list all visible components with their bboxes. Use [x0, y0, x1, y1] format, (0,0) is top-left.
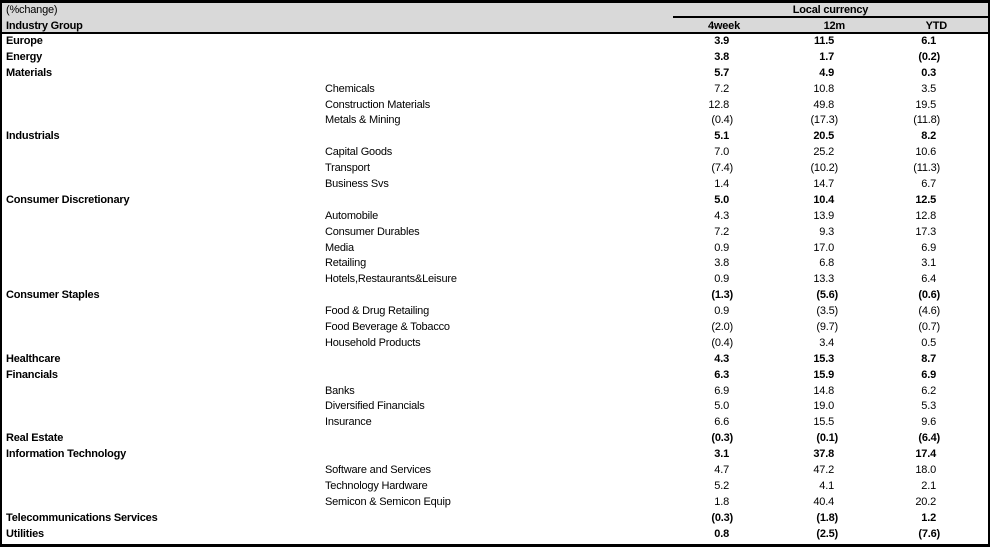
value-4week: 4.3: [714, 209, 729, 222]
value-ytd: 6.7: [921, 178, 936, 191]
sub-industry-cell: Capital Goods: [325, 146, 393, 159]
value-12m: 14.7: [813, 178, 834, 191]
value-12m: 15.3: [813, 352, 834, 365]
table-header-row-1: [2, 3, 988, 18]
column-header-ytd: YTD: [925, 20, 947, 32]
industry-group-cell: Utilities: [6, 527, 44, 540]
value-12m: 11.5: [813, 35, 834, 47]
industry-group-cell: Energy: [6, 50, 43, 63]
table-row: [2, 98, 988, 114]
value-ytd: 17.4: [915, 448, 936, 461]
table-row: [2, 431, 988, 447]
sub-industry-cell: Software and Services: [325, 464, 431, 477]
value-ytd: 19.5: [915, 98, 936, 111]
value-12m: 37.8: [813, 448, 834, 461]
table-row: [2, 320, 988, 336]
value-4week: 3.9: [714, 35, 729, 47]
value-4week: 0.9: [714, 241, 729, 254]
industry-group-cell: [2, 415, 325, 431]
industry-group-cell: Industrials: [6, 130, 60, 143]
industry-group-column-header: Industry Group: [6, 20, 83, 32]
table-row: [2, 193, 988, 209]
value-4week: 4.7: [714, 464, 729, 477]
sub-industry-cell: Consumer Durables: [325, 225, 420, 238]
sub-industry-cell: Food & Drug Retailing: [325, 305, 430, 318]
table-row: [2, 225, 988, 241]
value-4week: 4.3: [714, 352, 729, 365]
value-4week: 1.4: [714, 178, 729, 191]
value-12m: 10.4: [813, 193, 834, 206]
sub-industry-cell: Household Products: [325, 336, 421, 349]
table-row: [2, 161, 988, 177]
table-row: [2, 479, 988, 495]
table-row: [2, 82, 988, 98]
value-ytd: 9.6: [921, 416, 936, 429]
industry-group-cell: [2, 336, 325, 352]
industry-group-cell: [2, 256, 325, 272]
industry-group-cell: [2, 399, 325, 415]
sub-industry-cell: [325, 447, 555, 463]
sub-industry-cell: Automobile: [325, 209, 379, 222]
value-12m: (10.2): [810, 162, 838, 175]
sub-industry-cell: [325, 368, 555, 384]
sub-industry-cell: Technology Hardware: [325, 479, 428, 492]
table-header-row-2: [2, 18, 988, 34]
sub-industry-cell: [325, 352, 555, 368]
sub-industry-cell: [325, 34, 555, 50]
table-row: [2, 129, 988, 145]
value-ytd: (0.2): [918, 50, 940, 63]
table-row: [2, 399, 988, 415]
column-header-12m: 12m: [823, 20, 845, 32]
value-4week: 12.8: [708, 98, 729, 111]
sub-industry-cell: Banks: [325, 384, 355, 397]
value-12m: 9.3: [819, 225, 834, 238]
value-4week: 3.8: [714, 50, 729, 63]
table-row: [2, 209, 988, 225]
industry-group-cell: [2, 98, 325, 114]
percent-change-label: (%change): [6, 4, 58, 16]
value-4week: 6.3: [714, 368, 729, 381]
value-4week: 7.2: [714, 225, 729, 238]
value-ytd: 18.0: [915, 464, 936, 477]
column-header-4week: 4week: [707, 20, 740, 32]
value-4week: 3.8: [714, 257, 729, 270]
industry-group-cell: [2, 145, 325, 161]
table-row: [2, 511, 988, 527]
value-4week: 5.0: [714, 193, 729, 206]
value-12m: 17.0: [813, 241, 834, 254]
table-row: [2, 272, 988, 288]
industry-group-cell: Real Estate: [6, 432, 64, 445]
sub-industry-cell: [325, 66, 555, 82]
table-row: [2, 113, 988, 129]
table-row: [2, 66, 988, 82]
value-12m: (5.6): [816, 289, 838, 302]
table-row: [2, 463, 988, 479]
value-ytd: (7.6): [918, 527, 940, 540]
industry-group-cell: [2, 463, 325, 479]
value-ytd: 8.7: [921, 352, 936, 365]
value-4week: (0.4): [711, 114, 733, 127]
value-ytd: (6.4): [918, 432, 940, 445]
value-4week: 7.2: [714, 82, 729, 95]
value-12m: 20.5: [813, 130, 834, 143]
sub-industry-column-spacer: [325, 18, 555, 34]
sub-industry-cell: Chemicals: [325, 82, 375, 95]
table-row: [2, 415, 988, 431]
value-ytd: 6.2: [921, 384, 936, 397]
value-4week: 6.6: [714, 416, 729, 429]
value-ytd: 5.3: [921, 400, 936, 413]
industry-group-cell: [2, 304, 325, 320]
value-ytd: 6.9: [921, 368, 936, 381]
industry-group-cell: [2, 320, 325, 336]
value-12m: 10.8: [813, 82, 834, 95]
sub-industry-cell: [325, 193, 555, 209]
value-ytd: 6.9: [921, 241, 936, 254]
table-row: [2, 288, 988, 304]
value-12m: 47.2: [813, 464, 834, 477]
value-4week: (0.4): [711, 336, 733, 349]
sub-industry-cell: Transport: [325, 162, 370, 175]
value-ytd: (0.7): [918, 321, 940, 334]
sub-industry-cell: Business Svs: [325, 178, 389, 191]
value-12m: 4.9: [819, 66, 834, 79]
sub-industry-cell: [325, 288, 555, 304]
value-4week: (2.0): [711, 321, 733, 334]
table-row: [2, 352, 988, 368]
industry-group-cell: Europe: [6, 35, 43, 47]
sub-industry-cell: [325, 129, 555, 145]
table-row: [2, 336, 988, 352]
industry-group-cell: Materials: [6, 66, 52, 79]
value-ytd: 6.1: [921, 35, 936, 47]
value-12m: (1.8): [816, 511, 838, 524]
industry-group-cell: [2, 272, 325, 288]
value-12m: 25.2: [813, 146, 834, 159]
value-12m: (3.5): [816, 305, 838, 318]
value-4week: 1.8: [714, 495, 729, 508]
sub-industry-cell: Food Beverage & Tobacco: [325, 321, 450, 334]
value-ytd: 20.2: [915, 495, 936, 508]
value-12m: 19.0: [813, 400, 834, 413]
value-12m: 15.5: [813, 416, 834, 429]
value-4week: 0.8: [714, 527, 729, 540]
value-12m: 1.7: [819, 50, 834, 63]
value-ytd: 2.1: [921, 479, 936, 492]
table-row: [2, 495, 988, 511]
sub-industry-cell: Diversified Financials: [325, 400, 425, 413]
value-4week: (0.3): [711, 432, 733, 445]
value-ytd: 12.5: [915, 193, 936, 206]
value-12m: (17.3): [810, 114, 838, 127]
value-12m: 13.3: [813, 273, 834, 286]
value-ytd: 8.2: [921, 130, 936, 143]
value-12m: 3.4: [819, 336, 834, 349]
value-4week: (0.3): [711, 511, 733, 524]
sub-industry-cell: Insurance: [325, 416, 372, 429]
sub-industry-cell: Construction Materials: [325, 98, 431, 111]
value-ytd: 0.5: [921, 336, 936, 349]
value-ytd: 1.2: [921, 511, 936, 524]
table-row: [2, 368, 988, 384]
table-body: [2, 34, 988, 543]
sub-industry-cell: [325, 511, 555, 527]
industry-group-cell: [2, 495, 325, 511]
value-12m: (2.5): [816, 527, 838, 540]
value-12m: 15.9: [813, 368, 834, 381]
sub-industry-cell: [325, 527, 555, 543]
industry-group-cell: [2, 479, 325, 495]
value-12m: 4.1: [819, 479, 834, 492]
industry-group-cell: [2, 241, 325, 257]
value-ytd: (11.8): [913, 114, 940, 127]
table-row: [2, 177, 988, 193]
value-4week: 5.0: [714, 400, 729, 413]
industry-group-cell: [2, 225, 325, 241]
value-12m: 14.8: [813, 384, 834, 397]
value-12m: (0.1): [816, 432, 838, 445]
value-4week: (1.3): [711, 289, 733, 302]
industry-group-cell: Healthcare: [6, 352, 61, 365]
value-12m: (9.7): [816, 321, 838, 334]
value-ytd: (0.6): [918, 289, 940, 302]
industry-group-cell: Financials: [6, 368, 58, 381]
industry-group-cell: [2, 384, 325, 400]
value-4week: 5.7: [714, 66, 729, 79]
industry-group-cell: [2, 82, 325, 98]
industry-group-cell: Consumer Discretionary: [6, 193, 130, 206]
value-ytd: 3.1: [921, 257, 936, 270]
sub-industry-cell: Metals & Mining: [325, 114, 401, 127]
value-12m: 40.4: [813, 495, 834, 508]
table-row: [2, 304, 988, 320]
value-4week: 7.0: [714, 146, 729, 159]
table-row: [2, 527, 988, 543]
value-ytd: (4.6): [918, 305, 940, 318]
sub-industry-cell: Hotels,Restaurants&Leisure: [325, 273, 457, 286]
value-ytd: 10.6: [915, 146, 936, 159]
value-4week: 0.9: [714, 305, 729, 318]
value-ytd: 6.4: [921, 273, 936, 286]
sub-industry-cell: Media: [325, 241, 354, 254]
value-4week: 3.1: [714, 448, 729, 461]
industry-group-cell: [2, 209, 325, 225]
table-row: [2, 447, 988, 463]
value-ytd: 17.3: [915, 225, 936, 238]
sub-industry-cell: [325, 431, 555, 447]
table-row: [2, 145, 988, 161]
industry-group-cell: Telecommunications Services: [6, 511, 158, 524]
sub-industry-cell: Semicon & Semicon Equip: [325, 495, 451, 508]
value-ytd: 3.5: [921, 82, 936, 95]
value-4week: 0.9: [714, 273, 729, 286]
value-4week: 5.1: [714, 130, 729, 143]
value-ytd: 0.3: [921, 66, 936, 79]
industry-group-cell: [2, 161, 325, 177]
table-row: [2, 256, 988, 272]
value-12m: 6.8: [819, 257, 834, 270]
value-4week: (7.4): [711, 162, 733, 175]
sub-industry-cell: [325, 50, 555, 66]
value-12m: 13.9: [813, 209, 834, 222]
value-4week: 6.9: [714, 384, 729, 397]
industry-group-cell: Consumer Staples: [6, 289, 100, 302]
local-currency-group-header: Local currency: [673, 3, 988, 18]
industry-group-cell: [2, 177, 325, 193]
table-row: [2, 50, 988, 66]
industry-group-cell: [2, 113, 325, 129]
value-ytd: (11.3): [913, 162, 940, 175]
table-row: [2, 34, 988, 50]
value-12m: 49.8: [813, 98, 834, 111]
value-ytd: 12.8: [915, 209, 936, 222]
table-row: [2, 241, 988, 257]
value-4week: 5.2: [714, 479, 729, 492]
industry-group-cell: Information Technology: [6, 448, 127, 461]
sub-industry-cell: Retailing: [325, 257, 367, 270]
table-row: [2, 384, 988, 400]
